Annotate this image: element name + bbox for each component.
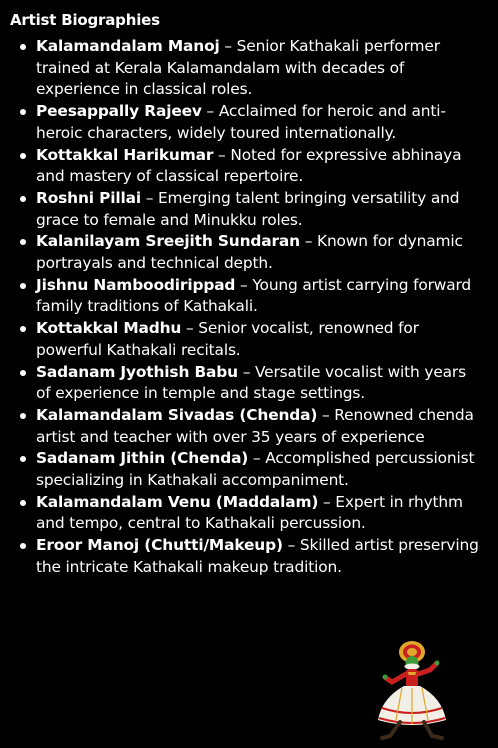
list-item [36, 231, 484, 274]
artist-name: Jishnu Namboodirippad [36, 275, 236, 294]
artist-name: Kalanilayam Sreejith Sundaran [36, 232, 300, 251]
list-item [36, 362, 484, 405]
artist-description: – Known for dynamic portrayals and technical depth. [36, 232, 463, 273]
artist-description: – Acclaimed for heroic and anti-heroic characters, widely toured internationally. [36, 102, 446, 142]
artist-name: Kalamandalam Venu (Maddalam) [36, 492, 319, 511]
artist-name: Peesappally Rajeev [36, 102, 202, 121]
artist-name: Kalamandalam Manoj [36, 37, 220, 55]
list-item [36, 101, 484, 144]
artist-description: – Skilled artist preserving the intricate Kathakali makeup tradition. [36, 536, 479, 576]
list-item [36, 448, 484, 491]
artist-name: Kottakkal Harikumar [36, 145, 214, 164]
list-item [36, 492, 484, 535]
artist-description: – Senior vocalist, renowned for powerful Kathakali recitals. [36, 319, 419, 359]
list-item [36, 188, 484, 231]
artist-name: Sadanam Jyothish Babu [36, 362, 238, 381]
artist-list [10, 36, 484, 579]
kathakali-dancer-icon [372, 638, 452, 742]
artist-description: – Expert in rhythm and tempo, central to Kathakali percussion. [36, 492, 463, 533]
artist-name: Sadanam Jithin (Chenda) [36, 449, 249, 468]
artist-name: Kalamandalam Sivadas (Chenda) [36, 405, 318, 424]
list-item [36, 275, 484, 318]
artist-description: – Young artist carrying forward family traditions of Kathakali. [36, 275, 472, 316]
list-item [36, 318, 484, 361]
list-item [36, 36, 484, 101]
artist-name: Kottakkal Madhu [36, 319, 182, 338]
list-item [36, 535, 484, 578]
artist-description: – Emerging talent bringing versatility and grace to female and Minukku roles. [36, 188, 460, 229]
list-item [36, 405, 484, 448]
artist-description: – Senior Kathakali performer trained at Kerala Kalamandalam with decades of experience in classical roles. [36, 37, 440, 99]
artist-description: – Accomplished percussionist specializing in Kathakali accompaniment. [36, 449, 475, 490]
list-item [36, 145, 484, 188]
artist-description: – Renowned chenda artist and teacher with over 35 years of experience [36, 405, 474, 446]
artist-name: Eroor Manoj (Chutti/Makeup) [36, 536, 283, 555]
artist-description: – Noted for expressive abhinaya and mastery of classical repertoire. [36, 145, 462, 186]
artist-name: Roshni Pillai [36, 188, 141, 207]
artist-description: – Versatile vocalist with years of experience in temple and stage settings. [36, 362, 466, 403]
page-title: Artist Biographies [10, 11, 160, 29]
